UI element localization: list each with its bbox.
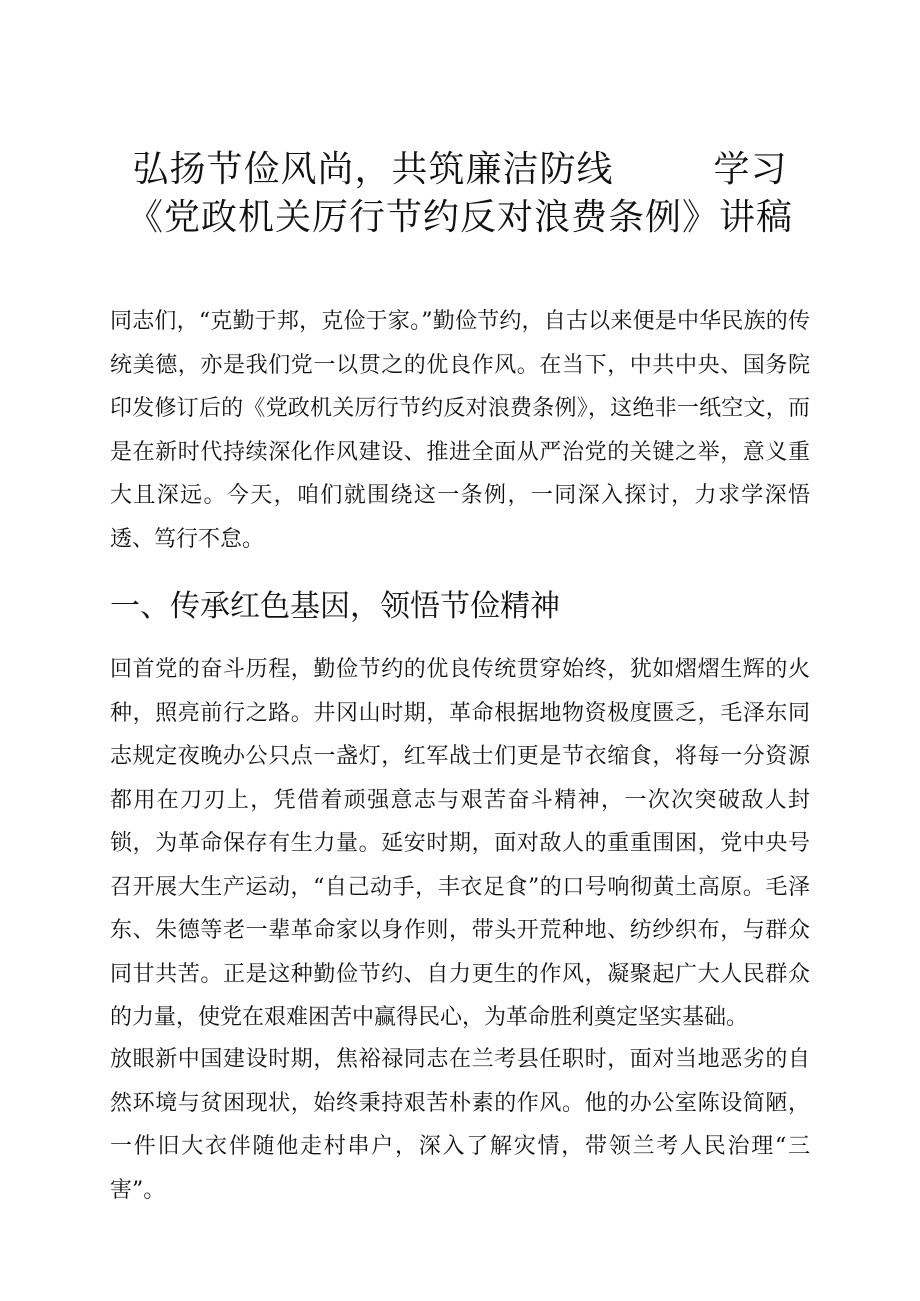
document-title: [100, 146, 820, 242]
title-sub: 学习《党政机关厉行节约反对浪费条例》讲稿: [126, 149, 793, 238]
intro-paragraph: 同志们，“克勤于邦，克俭于家。”勤俭节约，自古以来便是中华民族的传统美德，亦是我们党一以贯之的优良作风。在当下，中共中央、国务院印发修订后的《党政机关厉行节约反对浪费条例》，这绝非一纸空文，而是在新时代持续深化作风建设、推进全面从严治党的关键之举，意义重大且深远。今天，咱们就围绕这一条例，一同深入探讨，力求学深悟透、笃行不怠。: [110, 309, 810, 552]
body-paragraph: 放眼新中国建设时期，焦裕禄同志在兰考县任职时，面对当地恶劣的自然环境与贫困现状，始终秉持艰苦朴素的作风。他的办公室陈设简陋，一件旧大衣伴随他走村串户，深入了解灾情，带领兰考人民治理“三害”。: [110, 1047, 810, 1203]
section-heading: 一、传承红色基因，领悟节俭精神: [110, 589, 560, 624]
body-paragraph: 回首党的奋斗历程，勤俭节约的优良传统贯穿始终，犹如熠熠生辉的火种，照亮前行之路。井冈山时期，革命根据地物资极度匮乏，毛泽东同志规定夜晚办公只点一盏灯，红军战士们更是节衣缩食，将每一分资源都用在刀刃上，凭借着顽强意志与艰苦奋斗精神，一次次突破敌人封锁，为革命保存有生力量。延安时期，面对敌人的重重围困，党中央号召开展大生产运动，“自己动手，丰衣足食”的口号响彻黄土高原。毛泽东、朱德等老一辈革命家以身作则，带头开荒种地、纺纱织布，与群众同甘共苦。正是这种勤俭节约、自力更生的作风，凝聚起广大人民群众的力量，使党在艰难困苦中赢得民心，为革命胜利奠定坚实基础。: [110, 657, 810, 1030]
title-main: 弘扬节俭风尚，共筑廉洁防线: [132, 149, 614, 190]
